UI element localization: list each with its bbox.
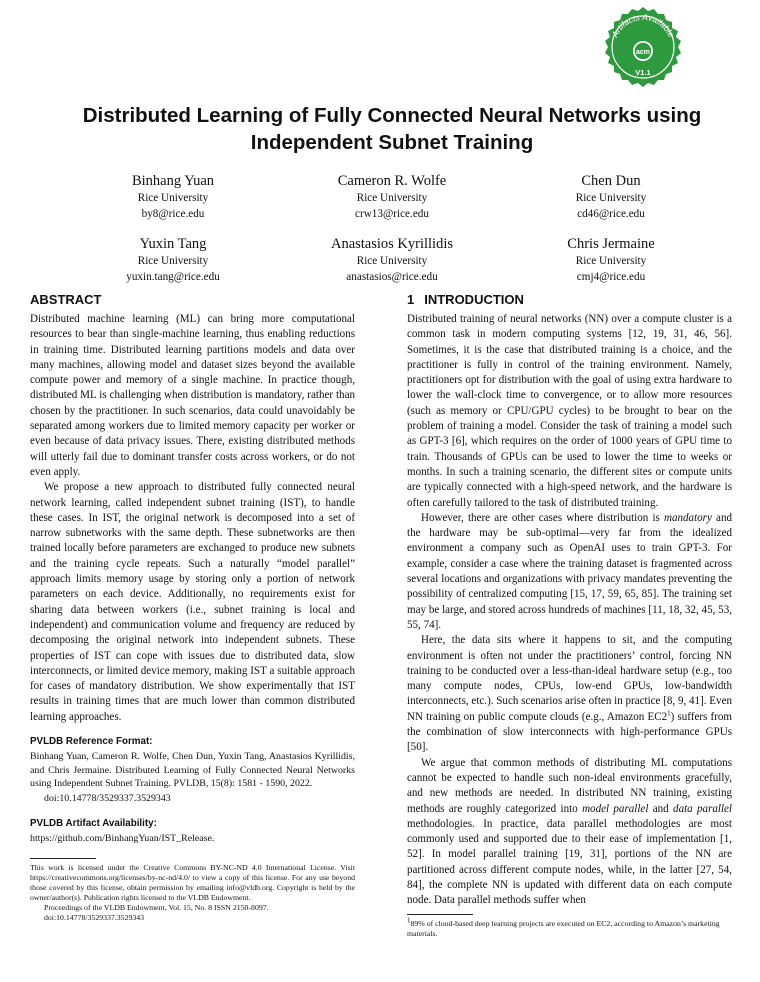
badge-acm-text: acm — [635, 49, 651, 56]
text-run: and — [648, 802, 674, 815]
section-title: INTRODUCTION — [424, 292, 524, 307]
text-run: We argue that common methods of distributing ML computations cannot be expected to handle such non-ideal environments gracefully, and new methods are needed. In distributed NN training, existing methods are roughly categorized into — [407, 756, 732, 815]
intro-paragraph — [407, 633, 732, 755]
intro-paragraph: Distributed training of neural networks (NN) over a compute cluster is a common task in modern computing systems [12, 19, 31, 46, 56]. Sometimes, it is the case that distributed training is a choice, and the practitioner is fully in control of the training environment. Namely, practitioners opt for distribution with the goal of using extra hardware to lower the wall-clock time to convergence, or to allow more resources (such as memory or CPU/GPU cycles) to be brought to bear on the problem of training a model. Consider the task of training a model such as GPT-3 [6], which requires on the order of 1000 years of GPU time to train. Thousands of GPUs can be used to lower the time to weeks or months. In such a training scenario, the different sites or compute units are typically connected with a high-speed network, and the hardware is often carefully tailored to the task of distributed training. — [407, 313, 732, 509]
license-doi[interactable]: doi:10.14778/3529337.3529343 — [44, 912, 145, 922]
footnote-marker[interactable]: 1 — [667, 709, 671, 718]
badge-version: V1.1 — [635, 68, 651, 77]
emphasis-text: data parallel — [673, 802, 733, 815]
author-email[interactable]: anastasios@rice.edu — [346, 270, 438, 283]
text-run: ) suffers from the combination of slow interconnects with high-performance GPUs [50]. — [407, 710, 732, 754]
text-run: and the hardware may be sub-optimal—very far from the idealized environment a company such as OpenAI uses to train GPT-3. For example, consider a case where the training dataset is fragmented across several locations and organizations with privacy mandates preventing the possibility of centralized computing [15, 17, 59, 65, 85]. The training set may be large, and stored across hundreds of machines [11, 18, 32, 45, 53, 55, 74]. — [407, 511, 732, 631]
author-email[interactable]: crw13@rice.edu — [355, 207, 429, 220]
title-line-1: Distributed Learning of Fully Connected Neural Networks using — [82, 104, 702, 127]
author-block — [292, 235, 492, 285]
author-name: Binhang Yuan — [131, 173, 215, 189]
artifact-heading: PVLDB Artifact Availability: — [30, 818, 157, 830]
reference-block — [30, 750, 355, 805]
author-email[interactable]: cmj4@rice.edu — [576, 270, 646, 283]
footnote-divider — [407, 914, 473, 915]
artifact-block — [30, 832, 355, 846]
author-name: Cameron R. Wolfe — [337, 173, 447, 189]
text-run: However, there are other cases where distribution is — [421, 511, 664, 524]
author-affiliation: Rice University — [575, 255, 647, 267]
author-block — [292, 172, 492, 222]
author-block — [73, 235, 273, 285]
author-affiliation: Rice University — [356, 255, 428, 267]
section-heading — [407, 292, 732, 308]
author-affiliation: Rice University — [356, 192, 428, 204]
author-block — [73, 172, 273, 222]
emphasis-text: model parallel — [582, 802, 649, 815]
footnote-area — [407, 914, 732, 939]
footnote-mark: 1 — [407, 916, 411, 925]
author-email[interactable]: by8@rice.edu — [141, 207, 205, 220]
abstract-paragraph: Distributed machine learning (ML) can bring more computational resources to bear than single-machine learning, thus enabling reductions in training time. Distributed learning partitions models and data over many machines, allowing model and dataset sizes beyond the available compute power and memory of a single machine. In practice though, distributed ML is challenging when distribution is mandatory, rather than chosen by the practitioner. In such scenarios, data could unavoidably be separated among workers due to limited memory capacity per worker or even because of data privacy issues. There, existing distributed methods will utterly fail due to dominant transfer costs across workers, or do not even apply. — [30, 313, 355, 478]
author-name: Chen Dun — [581, 173, 641, 189]
author-name: Yuxin Tang — [139, 236, 207, 252]
author-name: Anastasios Kyrillidis — [330, 236, 454, 252]
author-block — [511, 172, 711, 222]
abstract-heading: ABSTRACT — [30, 292, 102, 307]
proceedings-text: Proceedings of the VLDB Endowment, Vol. 15, No. 8 ISSN 2150-8097. — [44, 902, 269, 912]
reference-doi[interactable]: doi:10.14778/3529337.3529343 — [44, 792, 171, 804]
badge-top-text: Artifacts Available — [609, 11, 677, 39]
intro-paragraph — [407, 756, 732, 909]
author-block — [511, 235, 711, 285]
license-text: This work is licensed under the Creative Commons BY-NC-ND 4.0 International License. Visit https://creativecommons.org/licenses/by-nc-nd/4.0/ to view a copy of this license. For any use beyond those covered by this license, obtain permission by emailing info@vldb.org. Copyright is held by the owner/author(s). Publication rights licensed to the VLDB Endowment. — [30, 862, 355, 902]
artifact-link[interactable]: https://github.com/BinhangYuan/IST_Release. — [30, 833, 215, 845]
text-run: Here, the data sits where it happens to sit, and the computing environment is often not under the practitioners’ control, forcing NN training to be conducted over a less-than-ideal hardware setup (e.g., too many compute nodes, CPUs, low-end GPUs, low-bandwidth interconnects, etc.). Such scenarios arise often in practice [8, 9, 41]. Even NN training on public compute clouds (e.g., Amazon EC2 — [407, 634, 732, 723]
author-affiliation: Rice University — [137, 255, 209, 267]
license-divider — [30, 858, 96, 859]
emphasis-text: mandatory — [664, 511, 712, 524]
paper-title — [40, 102, 744, 156]
abstract-paragraph: We propose a new approach to distributed fully connected neural network learning, called independent subnet training (IST), to handle these cases. In IST, the original network is decomposed into a set of narrow subnetworks with the same depth. These subnetworks are then trained locally before parameters are exchanged to produce new subnets and the training cycle repeats. Such a naturally “model parallel” approach limits memory usage by storing only a portion of network parameters on each device. Additionally, no requirements exist for sharing data between workers (i.e., subnet training is local and independent) and communication volume and frequency are reduced by decomposing the original network into independent subnets. These properties of IST can cope with issues due to distributed data, slow interconnects, or limited device memory, making IST a suitable approach for cases of mandatory distribution. We show experimentally that IST results in training times that are much lower than common distributed learning approaches. — [30, 481, 355, 723]
footnote-body: 89% of cloud-based deep learning projects are executed on EC2, according to Amazon’s marketing materials. — [407, 919, 720, 939]
reference-heading: PVLDB Reference Format: — [30, 736, 153, 748]
author-affiliation: Rice University — [137, 192, 209, 204]
author-name: Chris Jermaine — [567, 236, 655, 252]
author-email[interactable]: yuxin.tang@rice.edu — [126, 270, 220, 283]
artifacts-available-badge-icon — [601, 6, 685, 90]
footnote-text — [407, 916, 732, 939]
right-column — [407, 292, 732, 909]
left-column — [30, 292, 355, 923]
intro-paragraph — [407, 511, 732, 633]
text-run: methodologies. In practice, data parallel methodologies are most commonly used and supported due to their ease of implementation [1, 52]. In model parallel training [19, 31], portions of the NN are partitioned across different compute nodes, while, in the latter [27, 54, 84], the complete NN is updated with different data on each compute node. Data parallel methods suffer when — [407, 817, 732, 907]
title-line-2: Independent Subnet Training — [250, 131, 534, 154]
author-affiliation: Rice University — [575, 192, 647, 204]
reference-text: Binhang Yuan, Cameron R. Wolfe, Chen Dun, Yuxin Tang, Anastasios Kyrillidis, and Chris Jermaine. Distributed Learning of Fully Connected Neural Networks using Independent Subnet Training. PVLDB, 15(8): 1581 - 1590, 2022. — [30, 751, 355, 790]
section-number: 1 — [407, 292, 415, 307]
author-email[interactable]: cd46@rice.edu — [577, 207, 645, 220]
